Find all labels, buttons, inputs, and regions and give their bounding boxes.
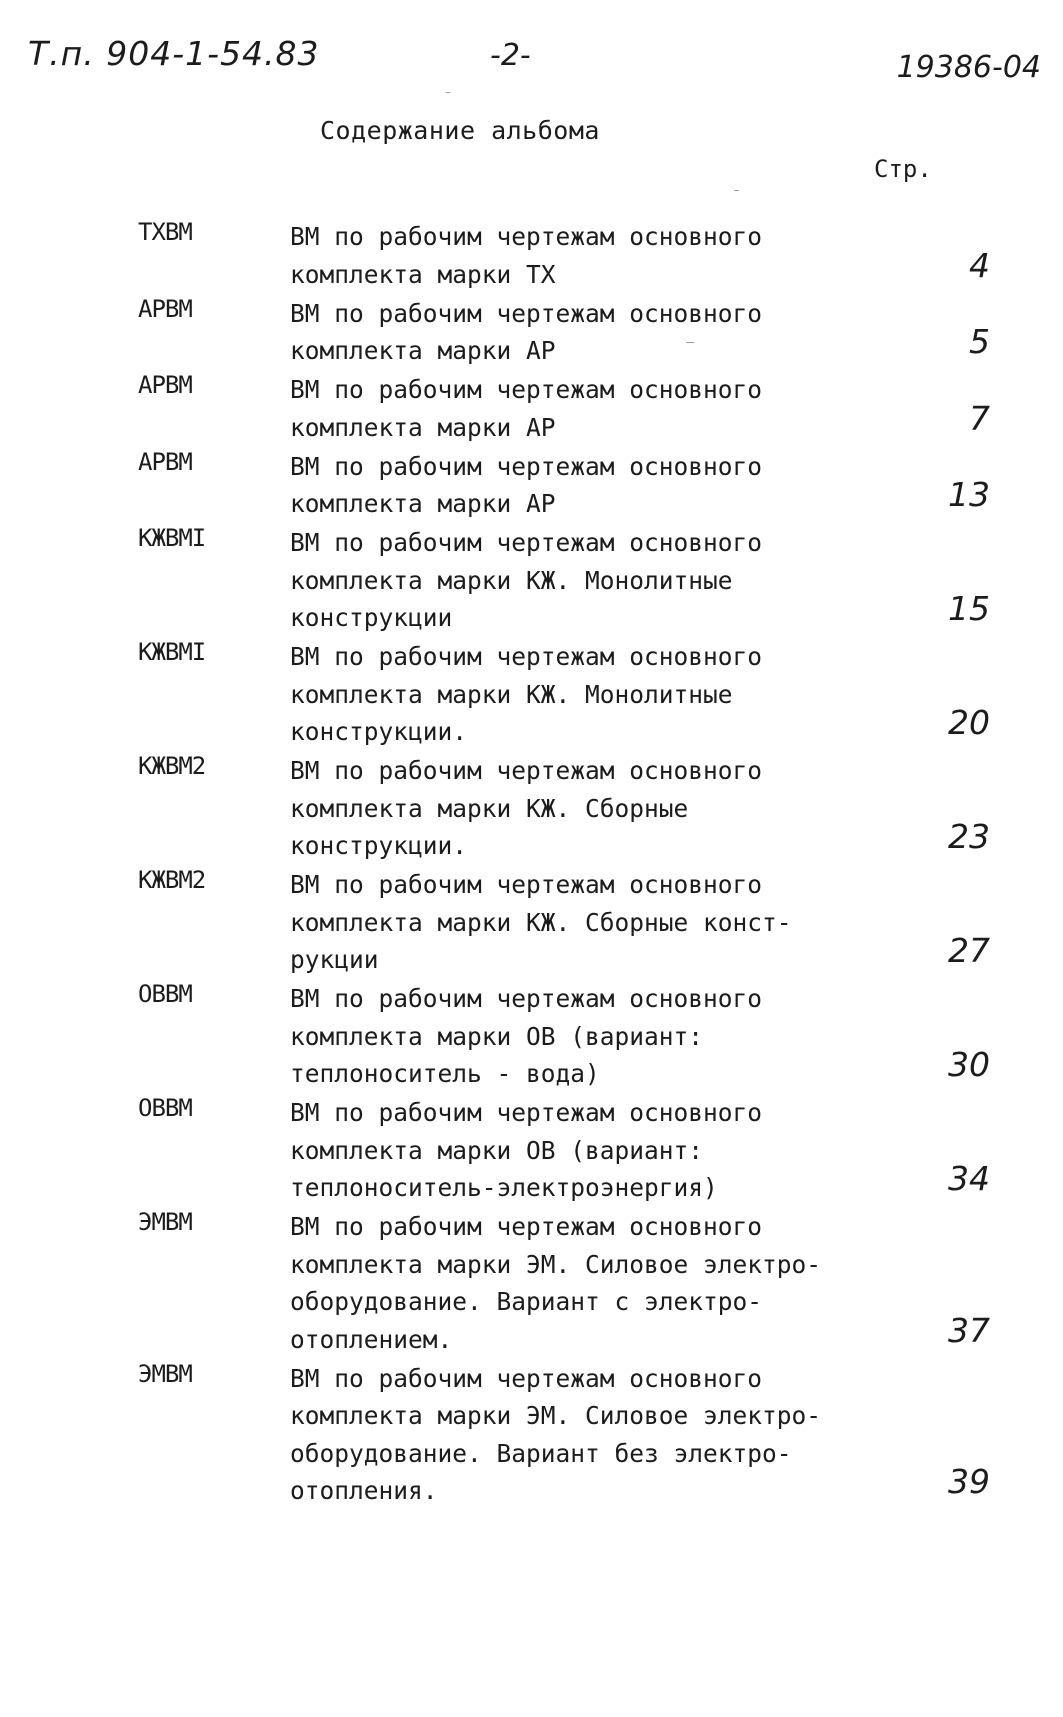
description-line: ВМ по рабочим чертежам основного: [290, 298, 763, 328]
entry-page-number: 7: [969, 398, 990, 438]
description-line: комплекта марки АР: [290, 489, 556, 518]
sheet-number: -2-: [490, 38, 531, 73]
description-line: комплекта марки ТХ: [290, 259, 556, 289]
entry-page-number: 37: [948, 1310, 990, 1350]
description-line: ВМ по рабочим чертежам основного: [290, 222, 763, 251]
entry-description: [290, 295, 850, 370]
entry-description: [290, 752, 850, 865]
description-line: комплекта марки КЖ. Монолитные: [290, 565, 733, 595]
document-reference: Т.п. 904-1-54.83: [28, 34, 320, 73]
description-line: ВМ по рабочим чертежам основного: [290, 1098, 763, 1127]
entry-page-number: 20: [948, 703, 990, 742]
entry-page-number: 27: [948, 931, 990, 970]
entry-code: АРВМ: [138, 371, 192, 399]
entry-code: КЖВМI: [138, 638, 206, 666]
entry-page-number: 30: [948, 1045, 990, 1084]
entry-page-number: 23: [948, 817, 990, 856]
description-line: комплекта марки АР: [290, 336, 556, 365]
entry-description: [290, 1360, 850, 1510]
inventory-number: 19386-04: [896, 50, 1041, 85]
entry-code: ОВВМ: [138, 1094, 192, 1122]
description-line: ВМ по рабочим чертежам основного: [290, 642, 763, 671]
description-line: теплоноситель-электроэнергия): [290, 1173, 718, 1202]
description-line: рукции: [290, 945, 379, 974]
entry-code: ОВВМ: [138, 980, 192, 1008]
entry-code: АРВМ: [138, 294, 192, 323]
description-line: оборудование. Вариант с электро-: [290, 1287, 763, 1316]
description-line: теплоноситель - вода): [290, 1059, 600, 1088]
entry-code: ТХВМ: [138, 218, 192, 246]
description-line: комплекта марки КЖ. Монолитные: [290, 679, 733, 709]
description-line: комплекта марки КЖ. Сборные конст-: [290, 907, 792, 937]
entry-page-number: 39: [948, 1462, 990, 1501]
description-line: комплекта марки ЭМ. Силовое электро-: [290, 1249, 822, 1279]
description-line: конструкции.: [290, 717, 468, 746]
description-line: ВМ по рабочим чертежам основного: [290, 375, 763, 404]
description-line: конструкции: [290, 603, 453, 632]
entry-page-number: 13: [948, 475, 990, 514]
description-line: отоплением.: [290, 1324, 453, 1354]
description-line: комплекта марки ОВ (вариант:: [290, 1021, 704, 1051]
entry-description: [290, 866, 850, 979]
entry-description: [290, 1094, 850, 1207]
description-line: ВМ по рабочим чертежам основного: [290, 984, 763, 1013]
description-line: ВМ по рабочим чертежам основного: [290, 870, 763, 899]
entry-code: АРВМ: [138, 447, 192, 476]
description-line: ВМ по рабочим чертежам основного: [290, 528, 763, 557]
page-column-header: Стр.: [874, 155, 932, 183]
entry-page-number: 4: [969, 245, 990, 285]
description-line: ВМ по рабочим чертежам основного: [290, 1363, 763, 1393]
entry-description: [290, 218, 850, 293]
entry-description: [290, 980, 850, 1093]
entry-code: КЖВМ2: [138, 866, 206, 894]
description-line: комплекта марки КЖ. Сборные: [290, 793, 689, 823]
entry-page-number: 34: [948, 1159, 990, 1198]
entry-code: КЖВМI: [138, 524, 206, 552]
entry-description: [290, 638, 850, 751]
entry-code: ЭМВМ: [138, 1359, 192, 1388]
entry-description: [290, 371, 850, 446]
scan-speck: [734, 190, 739, 191]
page-title: Содержание альбома: [320, 116, 600, 145]
description-line: комплекта марки ОВ (вариант:: [290, 1135, 704, 1165]
description-line: комплекта марки ЭМ. Силовое электро-: [290, 1401, 822, 1430]
description-line: отопления.: [290, 1476, 438, 1505]
description-line: комплекта марки АР: [290, 412, 556, 442]
description-line: конструкции.: [290, 831, 468, 860]
description-line: ВМ по рабочим чертежам основного: [290, 451, 763, 481]
description-line: ВМ по рабочим чертежам основного: [290, 1212, 763, 1241]
entry-code: ЭМВМ: [138, 1208, 192, 1236]
scan-speck: [446, 92, 450, 93]
entry-page-number: 5: [969, 322, 990, 361]
description-line: ВМ по рабочим чертежам основного: [290, 756, 763, 785]
description-line: оборудование. Вариант без электро-: [290, 1438, 792, 1468]
entry-description: [290, 1208, 850, 1358]
entry-description: [290, 448, 850, 523]
entry-page-number: 15: [948, 589, 990, 628]
entry-description: [290, 524, 850, 637]
entry-code: КЖВМ2: [138, 752, 206, 780]
